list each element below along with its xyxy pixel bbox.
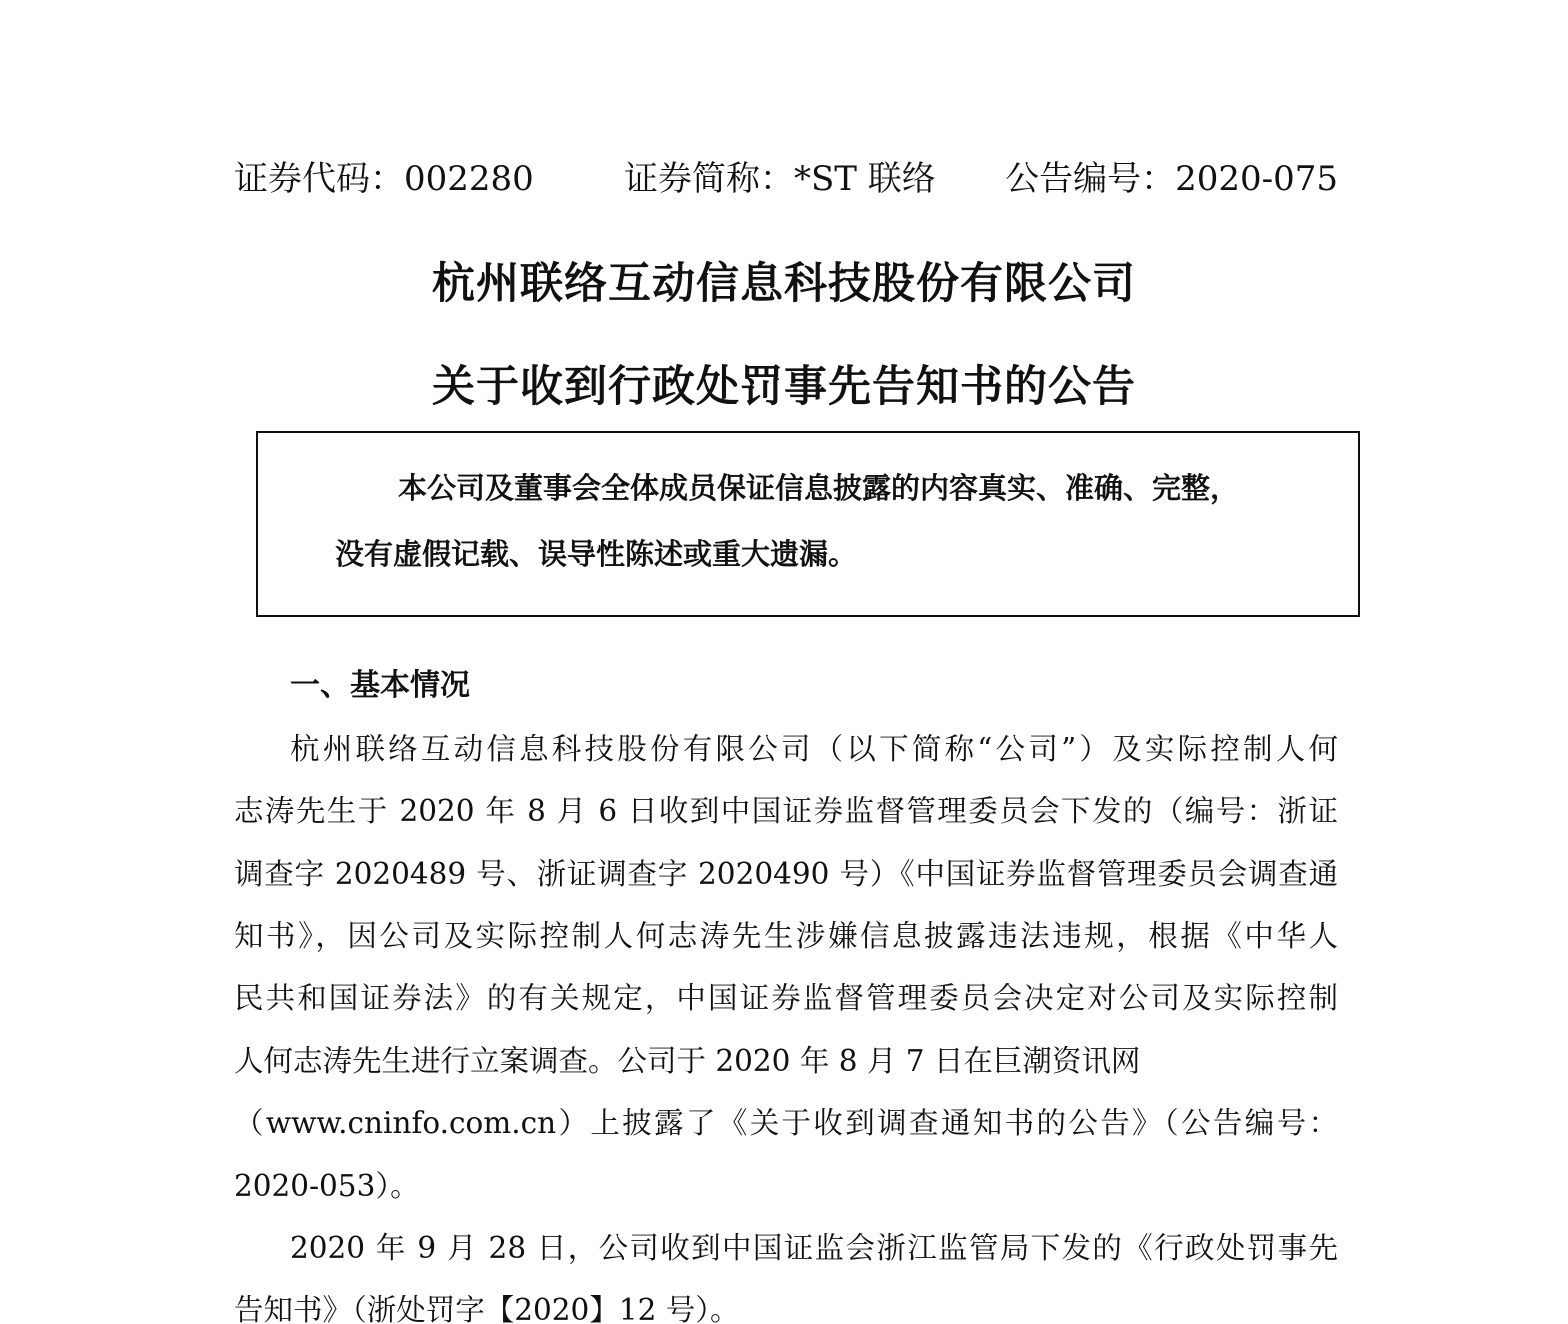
paragraph-line: 杭州联络互动信息科技股份有限公司（以下简称“公司”）及实际控制人何 <box>290 732 1338 766</box>
paragraph-line: （www.cninfo.com.cn）上披露了《关于收到调查通知书的公告》（公告编号： <box>234 1106 1338 1140</box>
paragraph-line: 告知书》（浙处罚字【2020】12 号）。 <box>234 1293 740 1324</box>
statement-line-2: 没有虚假记载、误导性陈述或重大遗漏。 <box>335 537 858 571</box>
paragraph-line: 志涛先生于 2020 年 8 月 6 日收到中国证券监督管理委员会下发的（编号：浙证 <box>234 794 1338 828</box>
paragraph-line: 2020 年 9 月 28 日，公司收到中国证监会浙江监管局下发的《行政处罚事先 <box>290 1231 1338 1265</box>
document-header <box>234 154 1338 204</box>
security-code: 证券代码：002280 <box>234 159 534 199</box>
announcement-number: 公告编号：2020-075 <box>1005 159 1338 199</box>
section-heading-basic-situation: 一、基本情况 <box>290 668 470 703</box>
company-title: 杭州联络互动信息科技股份有限公司 <box>432 259 1136 309</box>
statement-line-1: 本公司及董事会全体成员保证信息披露的内容真实、准确、完整， <box>398 471 1240 505</box>
paragraph-line: 2020-053）。 <box>234 1169 420 1203</box>
security-abbreviation: 证券简称：*ST 联络 <box>624 159 936 199</box>
disclosure-statement-box <box>256 431 1360 617</box>
paragraph-line: 知书》，因公司及实际控制人何志涛先生涉嫌信息披露违法违规，根据《中华人 <box>234 919 1338 953</box>
paragraph-line: 民共和国证券法》的有关规定，中国证券监督管理委员会决定对公司及实际控制 <box>234 981 1338 1015</box>
paragraph-line: 人何志涛先生进行立案调查。公司于 2020 年 8 月 7 日在巨潮资讯网 <box>234 1044 1141 1078</box>
paragraph-line: 调查字 2020489 号、浙证调查字 2020490 号）《中国证券监督管理委员会调查通 <box>234 857 1338 891</box>
announcement-title: 关于收到行政处罚事先告知书的公告 <box>432 362 1136 412</box>
